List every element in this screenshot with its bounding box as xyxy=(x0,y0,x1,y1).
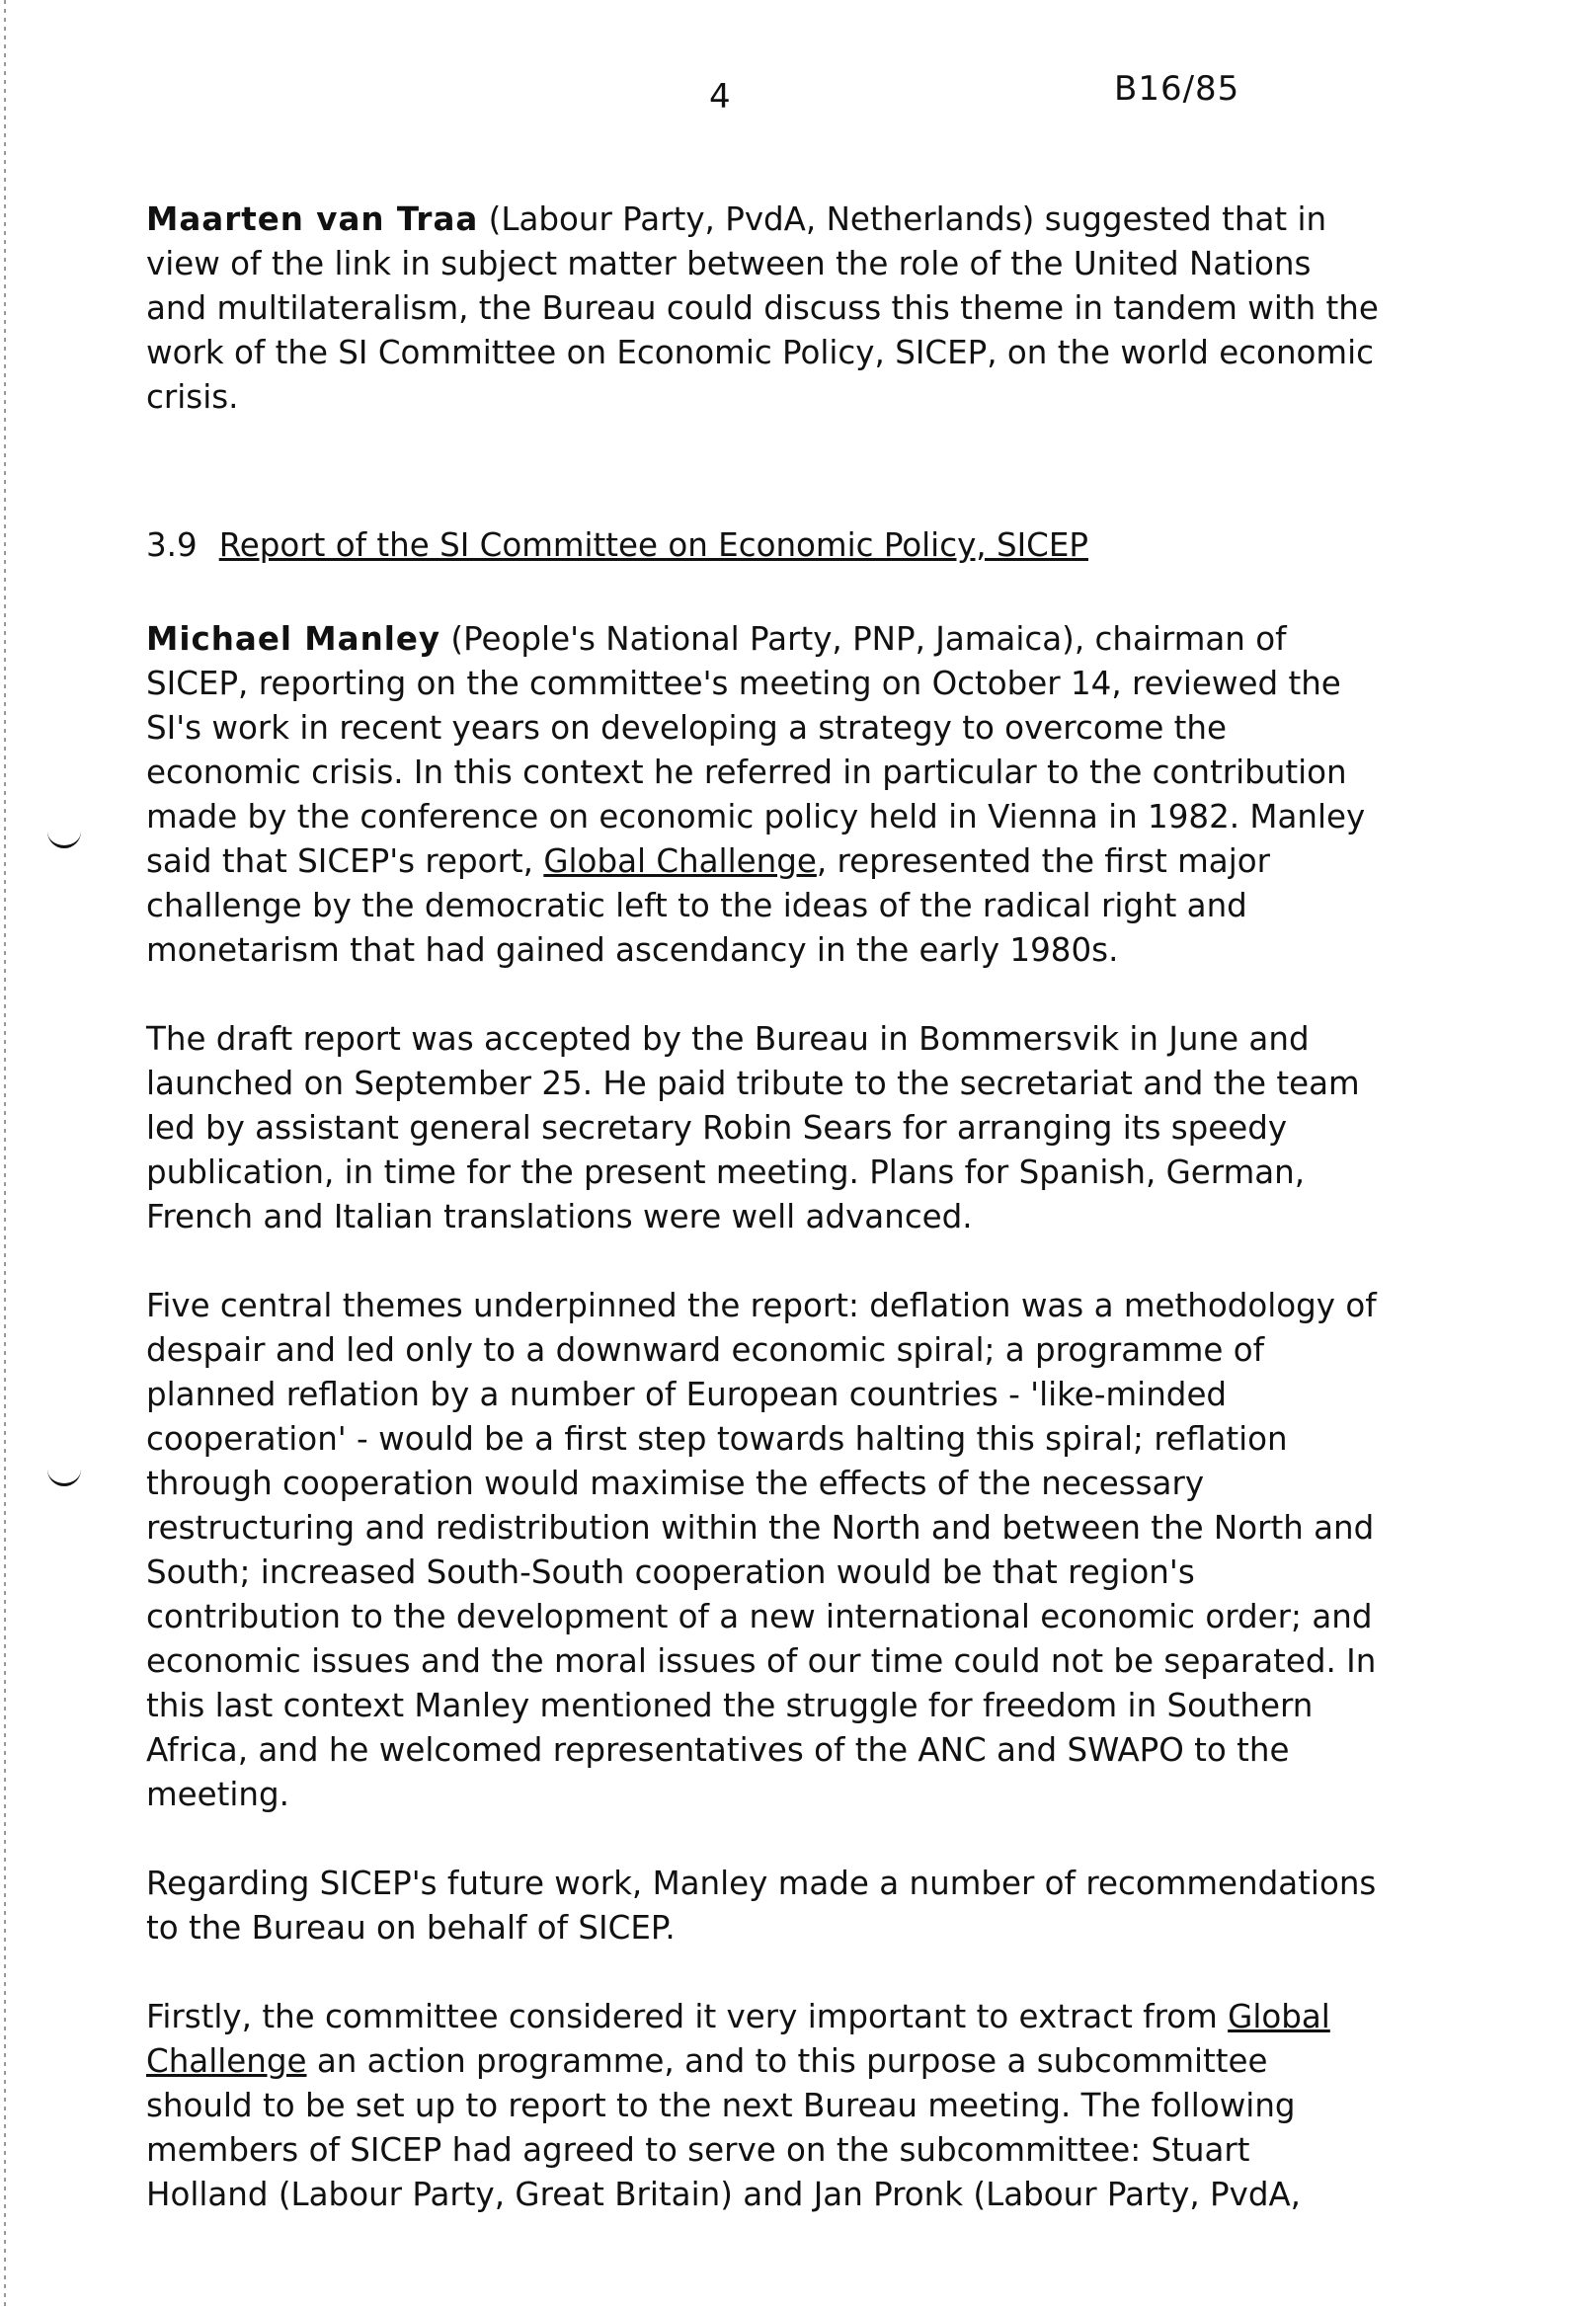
paragraph-text: (Labour Party, PvdA, Netherlands) suggested that in view of the link in subject matter between the role of the United Nations and multilateralism, the Bureau could discuss this theme in tandem with the work of the SI Committee on Economic Policy, SICEP, on the world economic crisis. xyxy=(146,200,1379,416)
section-number: 3.9 xyxy=(146,526,198,564)
report-title-reference: Global Challenge xyxy=(543,842,817,880)
report-title-reference: Global Challenge xyxy=(146,1998,1330,2080)
document-body xyxy=(146,198,1381,2217)
margin-tick-mark xyxy=(47,1466,81,1486)
scan-left-edge xyxy=(4,0,6,2307)
page-number: 4 xyxy=(709,77,731,117)
paragraph-draft-report: The draft report was accepted by the Bureau in Bommersvik in June and launched on September 25. He paid tribute to the secretariat and the team led by assistant general secretary Robin Sears for arranging its speedy publication, in time for the present meeting. Plans for Spanish, German, French and Italian translations were well advanced. xyxy=(146,1020,1360,1235)
speaker-name: Maarten van Traa xyxy=(146,200,479,238)
paragraph-future-work: Regarding SICEP's future work, Manley made a number of recommendations to the Bureau on behalf of SICEP. xyxy=(146,1865,1377,1947)
paragraph-text: , represented the first major challenge by the democratic left to the ideas of the radical right and monetarism that had gained ascendancy in the early 1980s. xyxy=(146,842,1271,969)
paragraph-van-traa xyxy=(146,198,1381,420)
section-title: Report of the SI Committee on Economic Policy, SICEP xyxy=(218,526,1089,564)
section-heading xyxy=(146,523,1381,568)
margin-tick-mark xyxy=(47,828,81,848)
document-reference: B16/85 xyxy=(1114,69,1240,109)
paragraph-five-themes: Five central themes underpinned the report: deflation was a methodology of despair and led only to a downward economic spiral; a programme of planned reflation by a number of European countries - 'like-minded cooperation' - would be a first step towards halting this spiral; reflation through cooperation would maximise the effects of the necessary restructuring and redistribution within the North and between the North and South; increased South-South cooperation would be that region's contribution to the development of a new international economic order; and economic issues and the moral issues of our time could not be separated. In this last context Manley mentioned the struggle for freedom in Southern Africa, and he welcomed representatives of the ANC and SWAPO to the meeting. xyxy=(146,1287,1377,1813)
paragraph-text: an action programme, and to this purpose a subcommittee should to be set up to report to the next Bureau meeting. The following members of SICEP had agreed to serve on the subcommittee: Stuart Holland (Labour Party, Great Britain) and Jan Pronk (Labour Party, PvdA, xyxy=(146,2042,1302,2213)
paragraph-manley-report xyxy=(146,617,1381,973)
paragraph-text: Firstly, the committee considered it very important to extract from xyxy=(146,1998,1229,2035)
speaker-name: Michael Manley xyxy=(146,620,441,658)
page-header xyxy=(0,69,1596,119)
paragraph-text: (People's National Party, PNP, Jamaica), chairman of SICEP, reporting on the committee's meeting on October 14, reviewed the SI's work in recent years on developing a strategy to overcome the economic crisis. In this context he referred in particular to the contribution made by the conference on economic policy held in Vienna in 1982. Manley said that SICEP's report, xyxy=(146,620,1366,880)
paragraph-subcommittee xyxy=(146,1995,1381,2217)
